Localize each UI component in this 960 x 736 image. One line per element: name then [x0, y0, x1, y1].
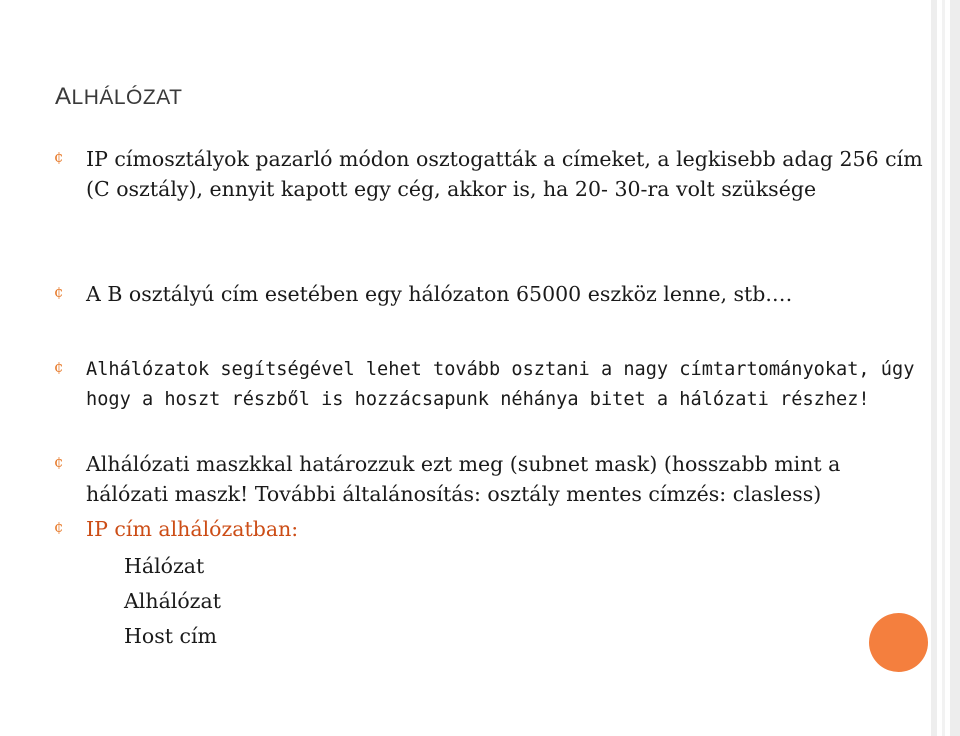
decorative-circle [869, 613, 928, 672]
sub-item: Alhálózat [124, 589, 221, 613]
bullet-text: IP címosztályok pazarló módon osztogatták a címeket, a legkisebb adag 256 cím (C osztály), ennyit kapott egy cég, akkor is, ha 20- 30-ra volt szüksége [86, 147, 923, 201]
bullet-icon: ¢ [54, 453, 64, 471]
decorative-stripe [950, 0, 960, 736]
bullet-icon: ¢ [54, 518, 64, 536]
title-first-letter: A [55, 83, 72, 110]
sub-item: Host cím [124, 624, 217, 648]
bullet-text: A B osztályú cím esetében egy hálózaton 65000 eszköz lenne, stb.… [86, 282, 793, 306]
sub-item: Hálózat [124, 554, 205, 578]
slide-title [55, 83, 182, 111]
bullet-icon: ¢ [54, 283, 64, 301]
decorative-stripe [931, 0, 937, 736]
bullet-icon: ¢ [54, 358, 64, 376]
bullet-text: IP cím alhálózatban: [86, 517, 299, 541]
bullet-text: Alhálózatok segítségével lehet tovább osztani a nagy címtartományokat, úgy hogy a hoszt részből is hozzácsapunk néhánya bitet a hálózati részhez! [86, 359, 915, 410]
title-rest: LHÁLÓZAT [71, 86, 183, 109]
bullet-text: Alhálózati maszkkal határozzuk ezt meg (subnet mask) (hosszabb mint a hálózati maszk! További általánosítás: osztály mentes címzés: clasless) [86, 452, 841, 506]
decorative-stripe [942, 0, 945, 736]
bullet-icon: ¢ [54, 148, 64, 166]
